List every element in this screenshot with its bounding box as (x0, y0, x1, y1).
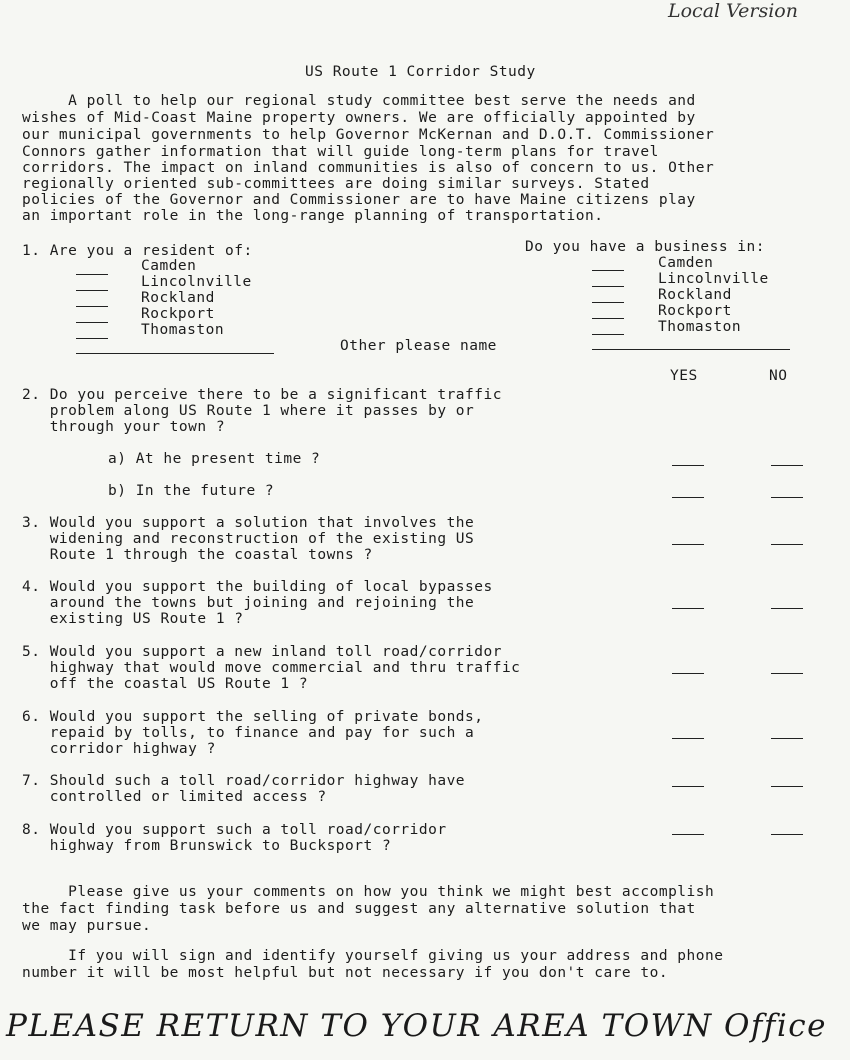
question-2b: b) In the future ? (108, 483, 275, 499)
sign-line: If you will sign and identify yourself giving us your address and phone (22, 948, 724, 964)
q7-yes-blank[interactable] (672, 786, 704, 787)
q6-no-blank[interactable] (771, 738, 803, 739)
yes-column-header: YES (670, 368, 698, 384)
resident-town-label: Rockport (141, 306, 215, 322)
question-3-line: 3. Would you support a solution that involves the (22, 515, 475, 531)
q2b-yes-blank[interactable] (672, 497, 704, 498)
q2a-no-blank[interactable] (771, 465, 803, 466)
business-lincolnville-blank[interactable] (592, 286, 624, 287)
business-other-line[interactable] (592, 349, 790, 350)
intro-line: corridors. The impact on inland communities is also of concern to us. Other (22, 160, 715, 176)
business-question: Do you have a business in: (525, 239, 765, 255)
q3-yes-blank[interactable] (672, 544, 704, 545)
question-7-line: 7. Should such a toll road/corridor highway have (22, 773, 466, 789)
question-8-line: 8. Would you support such a toll road/corridor (22, 822, 447, 838)
q8-no-blank[interactable] (771, 834, 803, 835)
resident-town-label: Camden (141, 258, 197, 274)
comments-line: the fact finding task before us and suggest any alternative solution that (22, 901, 696, 917)
resident-camden-blank[interactable] (76, 274, 108, 275)
business-rockland-blank[interactable] (592, 302, 624, 303)
intro-line: A poll to help our regional study committee best serve the needs and (22, 93, 696, 109)
intro-line: an important role in the long-range planning of transportation. (22, 208, 604, 224)
intro-line: policies of the Governor and Commissioner are to have Maine citizens play (22, 192, 696, 208)
question-3-line: widening and reconstruction of the existing US (22, 531, 475, 547)
question-4-line: 4. Would you support the building of local bypasses (22, 579, 493, 595)
q2b-no-blank[interactable] (771, 497, 803, 498)
q8-yes-blank[interactable] (672, 834, 704, 835)
business-town-label: Lincolnville (658, 271, 769, 287)
question-3-line: Route 1 through the coastal towns ? (22, 547, 373, 563)
question-2-line: problem along US Route 1 where it passes by or (22, 403, 475, 419)
question-7-line: controlled or limited access ? (22, 789, 327, 805)
business-thomaston-blank[interactable] (592, 334, 624, 335)
resident-town-label: Thomaston (141, 322, 225, 338)
question-6-line: repaid by tolls, to finance and pay for such a (22, 725, 475, 741)
business-camden-blank[interactable] (592, 270, 624, 271)
question-4-line: existing US Route 1 ? (22, 611, 244, 627)
q7-no-blank[interactable] (771, 786, 803, 787)
resident-town-label: Rockland (141, 290, 215, 306)
resident-town-label: Lincolnville (141, 274, 252, 290)
intro-line: our municipal governments to help Governor McKernan and D.O.T. Commissioner (22, 127, 715, 143)
page-title: US Route 1 Corridor Study (305, 64, 536, 80)
question-2-line: 2. Do you perceive there to be a significant traffic (22, 387, 502, 403)
business-town-label: Rockport (658, 303, 732, 319)
intro-line: wishes of Mid-Coast Maine property owners. We are officially appointed by (22, 110, 696, 126)
q2a-yes-blank[interactable] (672, 465, 704, 466)
sign-line: number it will be most helpful but not necessary if you don't care to. (22, 965, 669, 981)
intro-line: regionally oriented sub-committees are doing similar surveys. Stated (22, 176, 650, 192)
q4-no-blank[interactable] (771, 608, 803, 609)
q5-no-blank[interactable] (771, 673, 803, 674)
resident-other-line[interactable] (76, 353, 274, 354)
business-town-label: Camden (658, 255, 714, 271)
resident-thomaston-blank[interactable] (76, 338, 108, 339)
resident-question: 1. Are you a resident of: (22, 243, 253, 259)
question-5-line: 5. Would you support a new inland toll road/corridor (22, 644, 502, 660)
question-4-line: around the towns but joining and rejoining the (22, 595, 475, 611)
resident-rockland-blank[interactable] (76, 306, 108, 307)
question-5-line: off the coastal US Route 1 ? (22, 676, 309, 692)
question-8-line: highway from Brunswick to Bucksport ? (22, 838, 392, 854)
question-6-line: corridor highway ? (22, 741, 216, 757)
no-column-header: NO (769, 368, 788, 384)
business-town-label: Thomaston (658, 319, 742, 335)
comments-line: we may pursue. (22, 918, 152, 934)
question-2-line: through your town ? (22, 419, 226, 435)
other-label: Other please name (340, 338, 497, 354)
resident-lincolnville-blank[interactable] (76, 290, 108, 291)
question-5-line: highway that would move commercial and thru traffic (22, 660, 521, 676)
business-town-label: Rockland (658, 287, 732, 303)
q3-no-blank[interactable] (771, 544, 803, 545)
comments-line: Please give us your comments on how you think we might best accomplish (22, 884, 715, 900)
q6-yes-blank[interactable] (672, 738, 704, 739)
business-rockport-blank[interactable] (592, 318, 624, 319)
corner-note: Local Version (668, 0, 798, 22)
q5-yes-blank[interactable] (672, 673, 704, 674)
intro-line: Connors gather information that will guide long-term plans for travel (22, 144, 659, 160)
question-6-line: 6. Would you support the selling of private bonds, (22, 709, 484, 725)
q4-yes-blank[interactable] (672, 608, 704, 609)
question-2a: a) At he present time ? (108, 451, 321, 467)
resident-rockport-blank[interactable] (76, 322, 108, 323)
handwritten-return-note: PLEASE RETURN TO YOUR AREA TOWN Office (6, 1008, 827, 1044)
